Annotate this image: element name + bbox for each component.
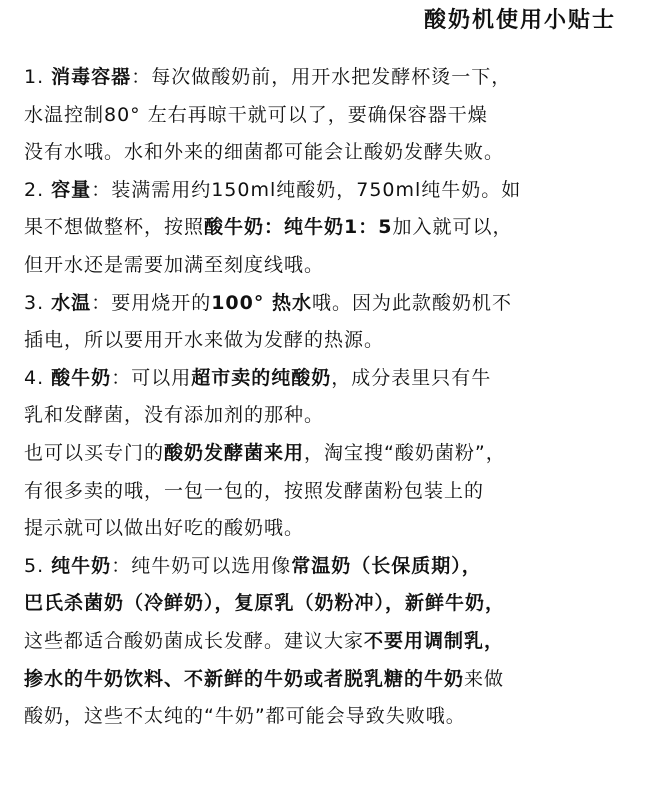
text-segment: 这些都适合酸奶菌成长发酵。建议大家 (24, 629, 365, 652)
text-segment: ：装满需用约150ml纯酸奶，750ml纯牛奶。如 (91, 178, 522, 201)
text-segment: 哦。因为此款酸奶机不 (311, 291, 512, 314)
text-line (24, 397, 636, 435)
text-segment: 4. (24, 366, 52, 389)
text-segment: ，成分表里只有牛 (331, 366, 492, 389)
bold-segment: 消毒容器 (51, 66, 132, 88)
bold-segment: 巴氏杀菌奶（冷鲜奶），复原乳（奶粉冲），新鲜牛奶， (24, 592, 506, 615)
bold-segment: 常温奶（长保质期）， (291, 554, 482, 577)
text-segment: 3. (24, 291, 52, 314)
text-line (24, 134, 636, 172)
text-line (24, 209, 636, 247)
bold-segment: 不要用调制乳， (364, 629, 505, 652)
text-segment: 酸奶，这些不太纯的“牛奶”都可能会导致失败哦。 (24, 705, 466, 728)
text-segment: ：纯牛奶可以选用像 (111, 554, 292, 577)
tips-content (24, 59, 636, 736)
text-line (24, 360, 636, 398)
bold-segment: 掺水的牛奶饮料、不新鲜的牛奶或者脱乳糖的牛奶 (24, 667, 465, 690)
text-line (24, 661, 636, 699)
bold-segment: 容量 (51, 178, 92, 201)
text-segment: ：可以用 (111, 366, 192, 389)
text-segment: ：每次做酸奶前，用开水把发酵杯烫一下， (131, 66, 512, 88)
text-line (24, 548, 636, 586)
bold-segment: 酸牛奶 (51, 366, 112, 389)
text-segment: 1. (24, 66, 52, 88)
text-segment: 加入就可以， (392, 216, 513, 239)
text-line (24, 435, 636, 473)
text-segment: 有很多卖的哦，一包一包的，按照发酵菌粉包装上的 (24, 479, 485, 502)
text-line (24, 510, 636, 548)
text-line (24, 59, 636, 97)
text-segment: ：要用烧开的 (91, 291, 212, 314)
text-segment: 乳和发酵菌，没有添加剂的那种。 (24, 404, 325, 427)
bold-segment: 水温 (51, 291, 92, 314)
bold-segment: 酸奶发酵菌来用 (164, 441, 305, 464)
text-segment: 5. (24, 554, 52, 577)
text-segment: 提示就可以做出好吃的酸奶哦。 (24, 517, 305, 540)
text-line (24, 698, 636, 736)
text-line (24, 172, 636, 210)
bold-segment: 纯牛奶 (51, 554, 112, 577)
text-segment: 2. (24, 178, 52, 201)
text-line (24, 285, 636, 323)
bold-segment: 酸牛奶：纯牛奶1：5 (204, 216, 393, 239)
text-line (24, 585, 636, 623)
text-line (24, 322, 636, 360)
text-line (24, 97, 636, 135)
text-segment: 果不想做整杯，按照 (24, 216, 205, 239)
page-title: 酸奶机使用小贴士 (423, 8, 616, 33)
text-segment: 但开水还是需要加满至刻度线哦。 (24, 253, 325, 276)
text-segment: 也可以买专门的 (24, 441, 165, 464)
bold-segment: 超市卖的纯酸奶 (191, 366, 332, 389)
text-segment: ，淘宝搜“酸奶菌粉”， (304, 441, 506, 464)
text-segment: 插电，所以要用开水来做为发酵的热源。 (24, 329, 385, 352)
text-line (24, 247, 636, 285)
text-segment: 水温控制80° 左右再晾干就可以了，要确保容器干燥 (24, 103, 488, 126)
text-segment: 没有水哦。水和外来的细菌都可能会让酸奶发酵失败。 (24, 141, 505, 164)
text-segment: 来做 (464, 667, 505, 690)
text-line (24, 473, 636, 511)
text-line (24, 623, 636, 661)
bold-segment: 100° 热水 (211, 291, 312, 314)
